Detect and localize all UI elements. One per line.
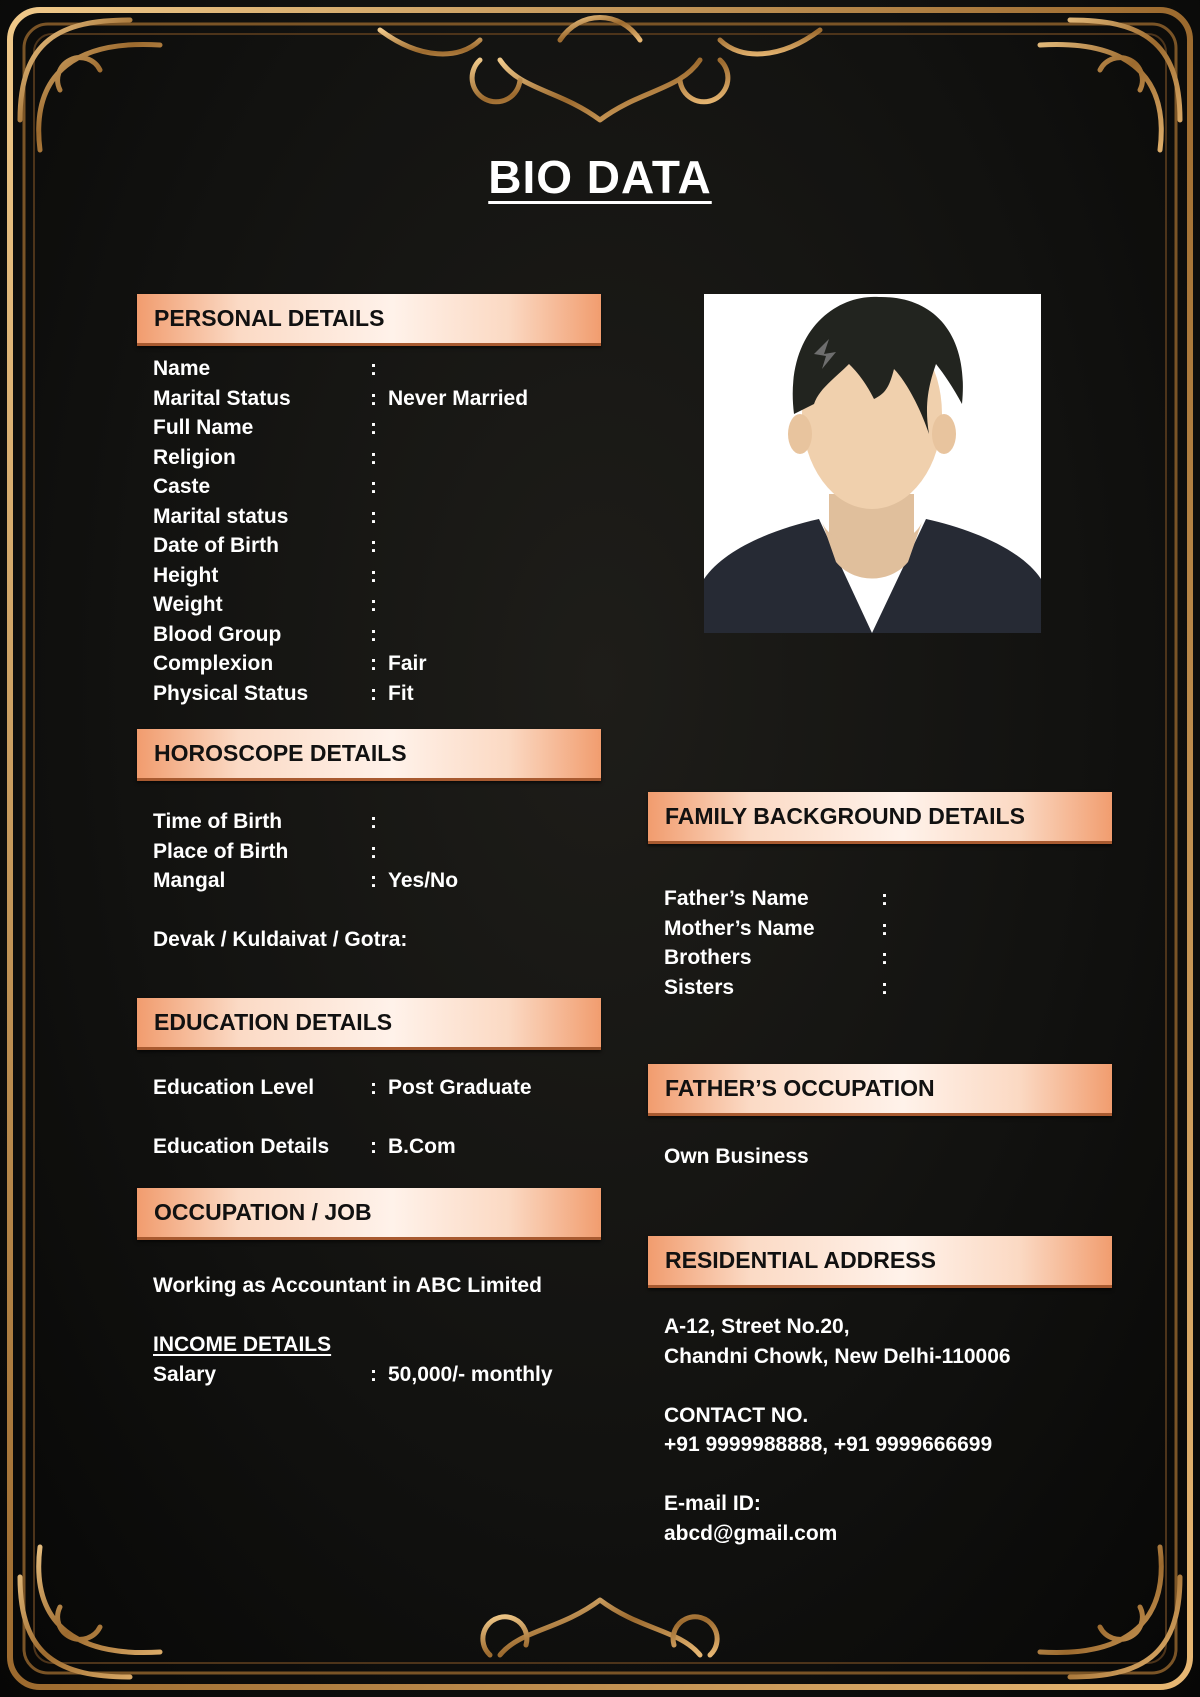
detail-value: Fit — [388, 681, 414, 705]
detail-separator: : — [370, 869, 377, 892]
detail-label: Time of Birth — [153, 810, 283, 833]
detail-value: Never Married — [388, 386, 529, 410]
detail-label: Caste — [153, 475, 211, 498]
income-details-heading: INCOME DETAILS — [153, 1333, 332, 1356]
occupation-header: OCCUPATION / JOB — [137, 1188, 601, 1240]
detail-separator: : — [370, 563, 377, 587]
horoscope-details-header: HOROSCOPE DETAILS — [137, 729, 601, 781]
residential-address-header: RESIDENTIAL ADDRESS — [648, 1236, 1112, 1288]
contact-heading: CONTACT NO. — [664, 1404, 809, 1427]
detail-label: Education Details — [153, 1135, 330, 1158]
detail-label: Mangal — [153, 869, 226, 892]
detail-label: Height — [153, 563, 219, 587]
fathers-occupation-header: FATHER’S OCCUPATION — [648, 1064, 1112, 1116]
detail-separator: : — [370, 357, 377, 380]
email-value: abcd@gmail.com — [664, 1522, 838, 1545]
salary-label: Salary — [153, 1363, 217, 1386]
detail-separator: : — [881, 975, 888, 999]
detail-label: Religion — [153, 445, 236, 469]
occupation-text: Working as Accountant in ABC Limited — [153, 1274, 542, 1297]
detail-separator: : — [370, 386, 377, 410]
detail-separator: : — [370, 1076, 377, 1099]
detail-separator: : — [370, 534, 377, 557]
detail-separator: : — [370, 593, 377, 616]
profile-photo — [704, 294, 1041, 633]
detail-separator: : — [370, 1135, 377, 1158]
education-details-header: EDUCATION DETAILS — [137, 998, 601, 1050]
detail-separator: : — [370, 504, 377, 528]
detail-label: Blood Group — [153, 622, 282, 646]
detail-separator: : — [370, 810, 377, 833]
user-avatar-icon — [704, 294, 1041, 633]
detail-label: Full Name — [153, 416, 254, 439]
detail-label: Brothers — [664, 946, 752, 969]
detail-label: Weight — [153, 593, 223, 616]
detail-label: Name — [153, 357, 211, 380]
detail-label: Sisters — [664, 975, 735, 999]
page-title: BIO DATA — [488, 151, 712, 203]
detail-separator: : — [881, 946, 888, 969]
detail-separator: : — [881, 887, 888, 910]
address-line-2: Chandni Chowk, New Delhi-110006 — [664, 1345, 1011, 1368]
salary-value: 50,000/- monthly — [388, 1363, 553, 1386]
address-line-1: A-12, Street No.20, — [664, 1315, 850, 1338]
detail-label: Marital status — [153, 504, 289, 528]
detail-value: Post Graduate — [388, 1076, 532, 1099]
fathers-occupation-text: Own Business — [664, 1145, 809, 1168]
detail-separator: : — [370, 622, 377, 646]
detail-separator: : — [370, 416, 377, 439]
detail-label: Marital Status — [153, 386, 291, 410]
detail-label: Place of Birth — [153, 839, 289, 863]
detail-label: Education Level — [153, 1076, 315, 1099]
personal-details-header: PERSONAL DETAILS — [137, 294, 601, 346]
detail-separator: : — [370, 839, 377, 863]
detail-separator: : — [370, 681, 377, 705]
detail-separator: : — [370, 475, 377, 498]
contact-numbers: +91 9999988888, +91 9999666699 — [664, 1433, 993, 1456]
detail-label: Mother’s Name — [664, 916, 815, 940]
family-background-header: FAMILY BACKGROUND DETAILS — [648, 792, 1112, 844]
detail-value: Fair — [388, 652, 427, 675]
detail-label: Complexion — [153, 652, 274, 675]
gotra-label: Devak / Kuldaivat / Gotra: — [153, 928, 408, 951]
detail-label: Physical Status — [153, 681, 309, 705]
email-heading: E-mail ID: — [664, 1492, 761, 1515]
detail-separator: : — [370, 445, 377, 469]
detail-value: Yes/No — [388, 869, 459, 892]
detail-separator: : — [881, 916, 888, 940]
salary-separator: : — [370, 1363, 377, 1386]
detail-separator: : — [370, 652, 377, 675]
detail-label: Father’s Name — [664, 887, 809, 910]
detail-label: Date of Birth — [153, 534, 279, 557]
detail-value: B.Com — [388, 1135, 456, 1158]
